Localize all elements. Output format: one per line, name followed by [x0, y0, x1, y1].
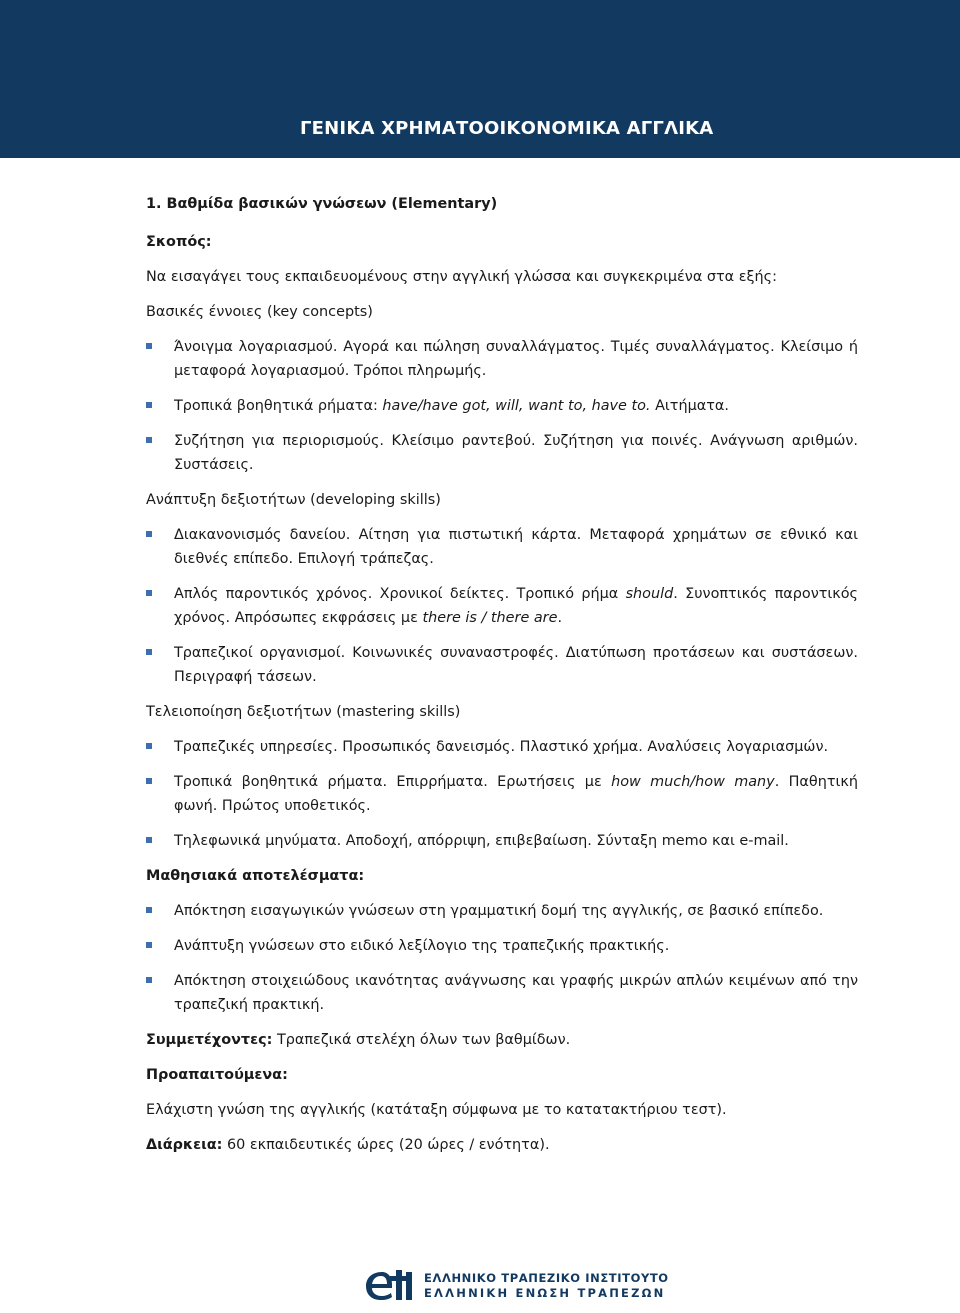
- institute-logo: [360, 1262, 669, 1306]
- item-text: . Συνοπτικός παροντικός χρόνος. Απρόσωπες εκφράσεις με: [174, 586, 858, 626]
- logo-text-line2: ΕΛΛΗΝΙΚΗ ΕΝΩΣΗ ΤΡΑΠΕΖΩΝ: [424, 1286, 666, 1300]
- page-title: ΓΕΝΙΚΑ ΧΡΗΜΑΤΟΟΙΚΟΝΟΜΙΚΑ ΑΓΓΛΙΚΑ: [300, 118, 714, 139]
- italic-text: should: [625, 586, 674, 602]
- key-concepts-heading: Βασικές έννοιες (key concepts): [146, 304, 373, 320]
- bullet-icon: [146, 907, 152, 913]
- bullet-icon: [146, 590, 152, 596]
- bullet-icon: [146, 437, 152, 443]
- item-text: Τραπεζικοί οργανισμοί. Κοινωνικές συναναστροφές. Διατύπωση προτάσεων και συστάσεων. Περιγραφή τάσεων.: [174, 645, 858, 685]
- item-text: .: [557, 610, 563, 626]
- item-text: Απόκτηση εισαγωγικών γνώσεων στη γραμματική δομή της αγγλικής, σε βασικό επίπεδο.: [174, 903, 824, 919]
- bullet-icon: [146, 649, 152, 655]
- list-item: [146, 394, 858, 418]
- bullet-icon: [146, 837, 152, 843]
- list-item: [146, 523, 858, 571]
- duration-text: 60 εκπαιδευτικές ώρες (20 ώρες / ενότητα).: [222, 1137, 550, 1153]
- learning-outcomes-list: [146, 899, 858, 1017]
- duration: [146, 1133, 858, 1157]
- item-text: Συζήτηση για περιορισμούς. Κλείσιμο ραντεβού. Συζήτηση για ποινές. Ανάγνωση αριθμών. Συστάσεις.: [174, 433, 858, 473]
- prerequisites-label: Προαπαιτούμενα:: [146, 1067, 288, 1083]
- mastering-skills-heading: Τελειοποίηση δεξιοτήτων (mastering skills): [146, 704, 461, 720]
- item-text: Ανάπτυξη γνώσεων στο ειδικό λεξίλογιο της τραπεζικής πρακτικής.: [174, 938, 670, 954]
- italic-text: have/have got, will, want to, have to.: [382, 398, 651, 414]
- section-title: 1. Βαθμίδα βασικών γνώσεων (Elementary): [146, 196, 498, 212]
- list-item: [146, 582, 858, 630]
- goal-intro: Να εισαγάγει τους εκπαιδευομένους στην αγγλική γλώσσα και συγκεκριμένα στα εξής:: [146, 269, 777, 285]
- italic-text: how much/how many: [611, 774, 775, 790]
- item-text: Τραπεζικές υπηρεσίες. Προσωπικός δανεισμός. Πλαστικό χρήμα. Αναλύσεις λογαριασμών.: [174, 739, 829, 755]
- bullet-icon: [146, 343, 152, 349]
- item-text: Διακανονισμός δανείου. Αίτηση για πιστωτική κάρτα. Μεταφορά χρημάτων σε εθνικό και διεθνές επίπεδο. Επιλογή τράπεζας.: [174, 527, 858, 567]
- list-item: [146, 735, 858, 759]
- bullet-icon: [146, 977, 152, 983]
- bullet-icon: [146, 778, 152, 784]
- developing-skills-list: [146, 523, 858, 689]
- participants: [146, 1028, 858, 1052]
- document-body: [146, 192, 858, 1168]
- list-item: [146, 829, 858, 853]
- list-item: [146, 641, 858, 689]
- mastering-skills-list: [146, 735, 858, 853]
- logo-text-line1: ΕΛΛΗΝΙΚΟ ΤΡΑΠΕΖΙΚΟ ΙΝΣΤΙΤΟΥΤΟ: [424, 1271, 669, 1285]
- list-item: [146, 429, 858, 477]
- list-item: [146, 934, 858, 958]
- key-concepts-list: [146, 335, 858, 477]
- prerequisites-text: Ελάχιστη γνώση της αγγλικής (κατάταξη σύμφωνα με το κατατακτήριου τεστ).: [146, 1102, 727, 1118]
- learning-outcomes-label: Μαθησιακά αποτελέσματα:: [146, 868, 365, 884]
- header-banner: [0, 0, 960, 158]
- bullet-icon: [146, 531, 152, 537]
- item-text: . Παθητική φωνή. Πρώτος υποθετικός.: [174, 774, 858, 814]
- item-text: Απόκτηση στοιχειώδους ικανότητας ανάγνωσης και γραφής μικρών απλών κειμένων από την τραπεζική πρακτική.: [174, 973, 858, 1013]
- item-text: Αιτήματα.: [650, 398, 729, 414]
- duration-label: Διάρκεια:: [146, 1137, 223, 1153]
- item-text: Απλός παροντικός χρόνος. Χρονικοί δείκτες. Τροπικό ρήμα: [174, 586, 626, 602]
- participants-label: Συμμετέχοντες:: [146, 1032, 273, 1048]
- italic-text: there is / there are: [422, 610, 558, 626]
- item-text: Τροπικά βοηθητικά ρήματα. Επιρρήματα. Ερωτήσεις με: [174, 774, 612, 790]
- bullet-icon: [146, 743, 152, 749]
- list-item: [146, 335, 858, 383]
- goal-label: Σκοπός:: [146, 234, 212, 250]
- list-item: [146, 770, 858, 818]
- bullet-icon: [146, 402, 152, 408]
- item-text: Τηλεφωνικά μηνύματα. Αποδοχή, απόρριψη, επιβεβαίωση. Σύνταξη memo και e-mail.: [174, 833, 789, 849]
- eti-logo-icon: [360, 1262, 414, 1306]
- list-item: [146, 969, 858, 1017]
- bullet-icon: [146, 942, 152, 948]
- participants-text: Τραπεζικά στελέχη όλων των βαθμίδων.: [272, 1032, 571, 1048]
- developing-skills-heading: Ανάπτυξη δεξιοτήτων (developing skills): [146, 492, 441, 508]
- list-item: [146, 899, 858, 923]
- item-text: Άνοιγμα λογαριασμού. Αγορά και πώληση συναλλάγματος. Τιμές συναλλάγματος. Κλείσιμο ή μεταφορά λογαριασμού. Τρόποι πληρωμής.: [174, 339, 858, 379]
- item-text: Τροπικά βοηθητικά ρήματα:: [174, 398, 383, 414]
